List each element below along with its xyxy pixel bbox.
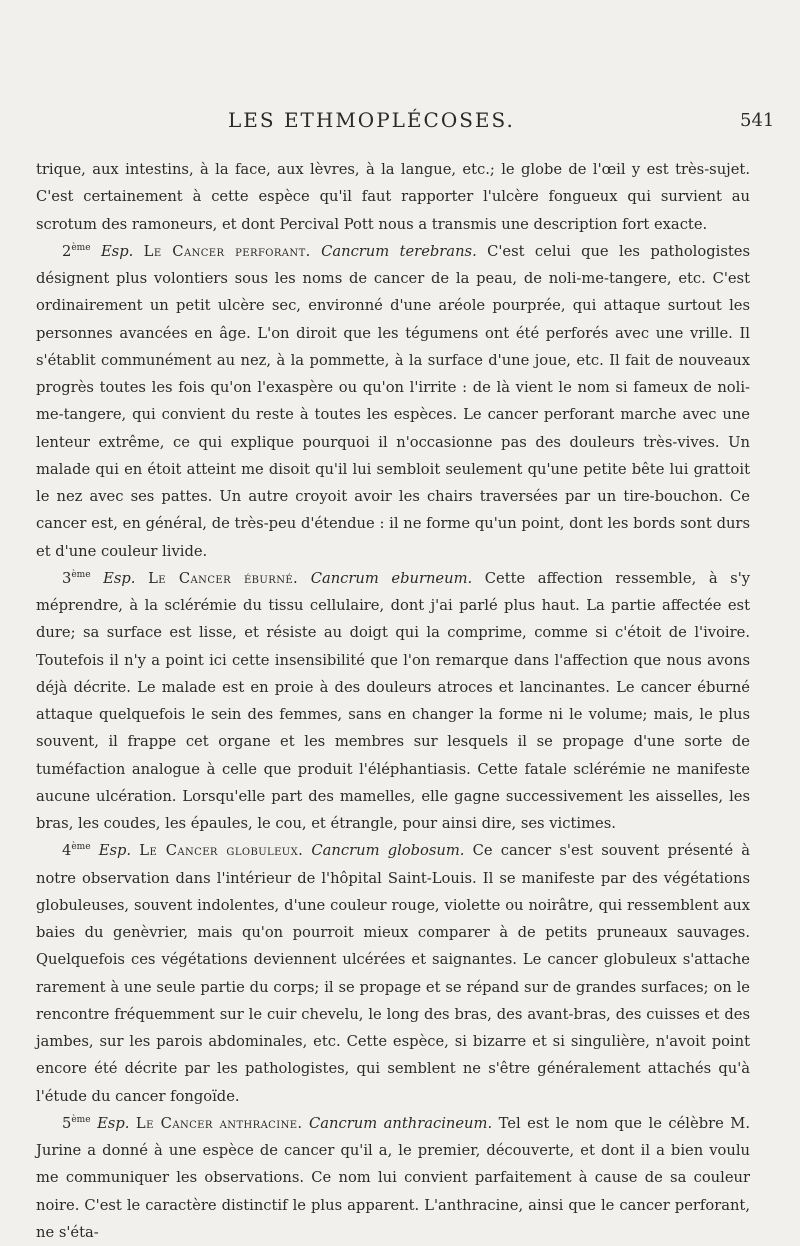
species-ordinal: ème	[71, 842, 91, 853]
species-abbrev: Esp.	[100, 242, 134, 260]
species-abbrev: Esp.	[103, 569, 136, 587]
species-number: 5	[62, 1114, 72, 1132]
paragraph-text: C'est celui que les pathologistes désignent plus volontiers sous les noms de cancer de la peau, de noli-me-tangere, etc. C'est ordinairement un petit ulcère sec, environné d'une aréole pourprée, qui attaque surtout les personnes avancées en âge. L'on diroit que les tégumens ont été perforés avec une vrille. Il s'établit communément au nez, à la pommette, à la surface d'une joue, etc. Il fait de nouveaux progrès toutes les fois qu'on l'exaspère ou qu'on l'irrite : de là vient le nom si fameux de noli-me-tangere, qui convient du reste à toutes les espèces. Le cancer perforant marche avec une lenteur extrême, ce qui explique pourquoi il n'occasionne pas des douleurs très-vives. Un malade qui en étoit atteint me disoit qu'il lui sembloit seulement qu'une petite bête lui grattoit le nez avec ses pattes. Un autre croyoit avoir les chairs traversées par un tire-bouchon. Ce cancer est, en général, de très-peu d'étendue : il ne forme qu'un point, dont les bords sont durs et d'une couleur livide.	[36, 242, 750, 560]
paragraph-continuation	[36, 156, 750, 238]
species-latin-name: Cancrum terebrans.	[321, 242, 477, 260]
species-latin-name: Cancrum anthracineum.	[309, 1114, 493, 1132]
species-number: 4	[62, 842, 72, 860]
species-heading: Le Cancer éburné.	[148, 569, 299, 587]
paragraph-species-2	[36, 238, 750, 565]
species-abbrev: Esp.	[98, 842, 132, 860]
species-ordinal: ème	[71, 242, 91, 253]
paragraph-text: Tel est le nom que le célèbre M. Jurine a donné à une espèce de cancer qu'il a, le premier, découverte, et dont il a bien voulu me communiquer les observations. Ce nom lui convient parfaitement à cause de sa couleur noire. C'est le caractère distinctif le plus apparent. L'anthracine, ainsi que le cancer perforant, ne s'éta-	[36, 1114, 751, 1241]
paragraph-species-3	[36, 565, 750, 838]
running-title: LES ETHMOPLÉCOSES.	[228, 108, 515, 132]
species-heading: Le Cancer globuleux.	[139, 842, 304, 860]
paragraph-species-4	[36, 837, 750, 1110]
species-ordinal: ème	[71, 1114, 91, 1125]
paragraph-species-5	[36, 1110, 750, 1246]
species-ordinal: ème	[71, 569, 91, 580]
species-number: 3	[62, 569, 72, 587]
species-heading: Le Cancer perforant.	[143, 242, 311, 260]
species-number: 2	[62, 242, 72, 260]
species-abbrev: Esp.	[97, 1114, 130, 1132]
species-heading: Le Cancer anthracine.	[135, 1114, 303, 1132]
paragraph-text: trique, aux intestins, à la face, aux lèvres, à la langue, etc.; le globe de l'œil y est très-sujet. C'est certainement à cette espèce qu'il faut rapporter l'ulcère fongueux qui survient au scrotum des ramoneurs, et dont Percival Pott nous a transmis une description fort exacte.	[36, 161, 750, 233]
page-header	[0, 108, 800, 138]
paragraph-text: Ce cancer s'est souvent présenté à notre observation dans l'intérieur de l'hôpital Saint-Louis. Il se manifeste par des végétations globuleuses, souvent indolentes, d'une couleur rouge, violette ou noirâtre, qui ressemblent aux baies du genèvrier, mais qu'on pourroit mieux comparer à de petits pruneaux sauvages. Quelquefois ces végétations deviennent ulcérées et saignantes. Le cancer globuleux s'attache rarement à une seule partie du corps; il se propage et se répand sur de grandes surfaces; on le rencontre fréquemment sur le cuir chevelu, le long des bras, des avant-bras, des cuisses et des jambes, sur les parois abdominales, etc. Cette espèce, si bizarre et si singulière, n'avoit point encore été décrite par les pathologistes, qui semblent ne s'être généralement attachés qu'à l'étude du cancer fongoïde.	[36, 842, 751, 1105]
species-latin-name: Cancrum globosum.	[311, 842, 465, 860]
paragraph-text: Cette affection ressemble, à s'y méprendre, à la sclérémie du tissu cellulaire, dont j'ai parlé plus haut. La partie affectée est dure; sa surface est lisse, et résiste au doigt qui la comprime, comme si c'étoit de l'ivoire. Toutefois il n'y a point ici cette insensibilité que l'on remarque dans l'affection que nous avons déjà décrite. Le malade est en proie à des douleurs atroces et lancinantes. Le cancer éburné attaque quelquefois le sein des femmes, sans en changer la forme ni le volume; mais, le plus souvent, il frappe cet organe et les membres sur lesquels il se propage d'une sorte de tuméfaction analogue à celle que produit l'éléphantiasis. Cette fatale sclérémie ne manifeste aucune ulcération. Lorsqu'elle part des mamelles, elle gagne successivement les aisselles, les bras, les coudes, les épaules, le cou, et étrangle, pour ainsi dire, ses victimes.	[36, 569, 751, 832]
page-body	[36, 156, 750, 1246]
species-latin-name: Cancrum eburneum.	[310, 569, 473, 587]
page-number: 541	[740, 110, 775, 131]
